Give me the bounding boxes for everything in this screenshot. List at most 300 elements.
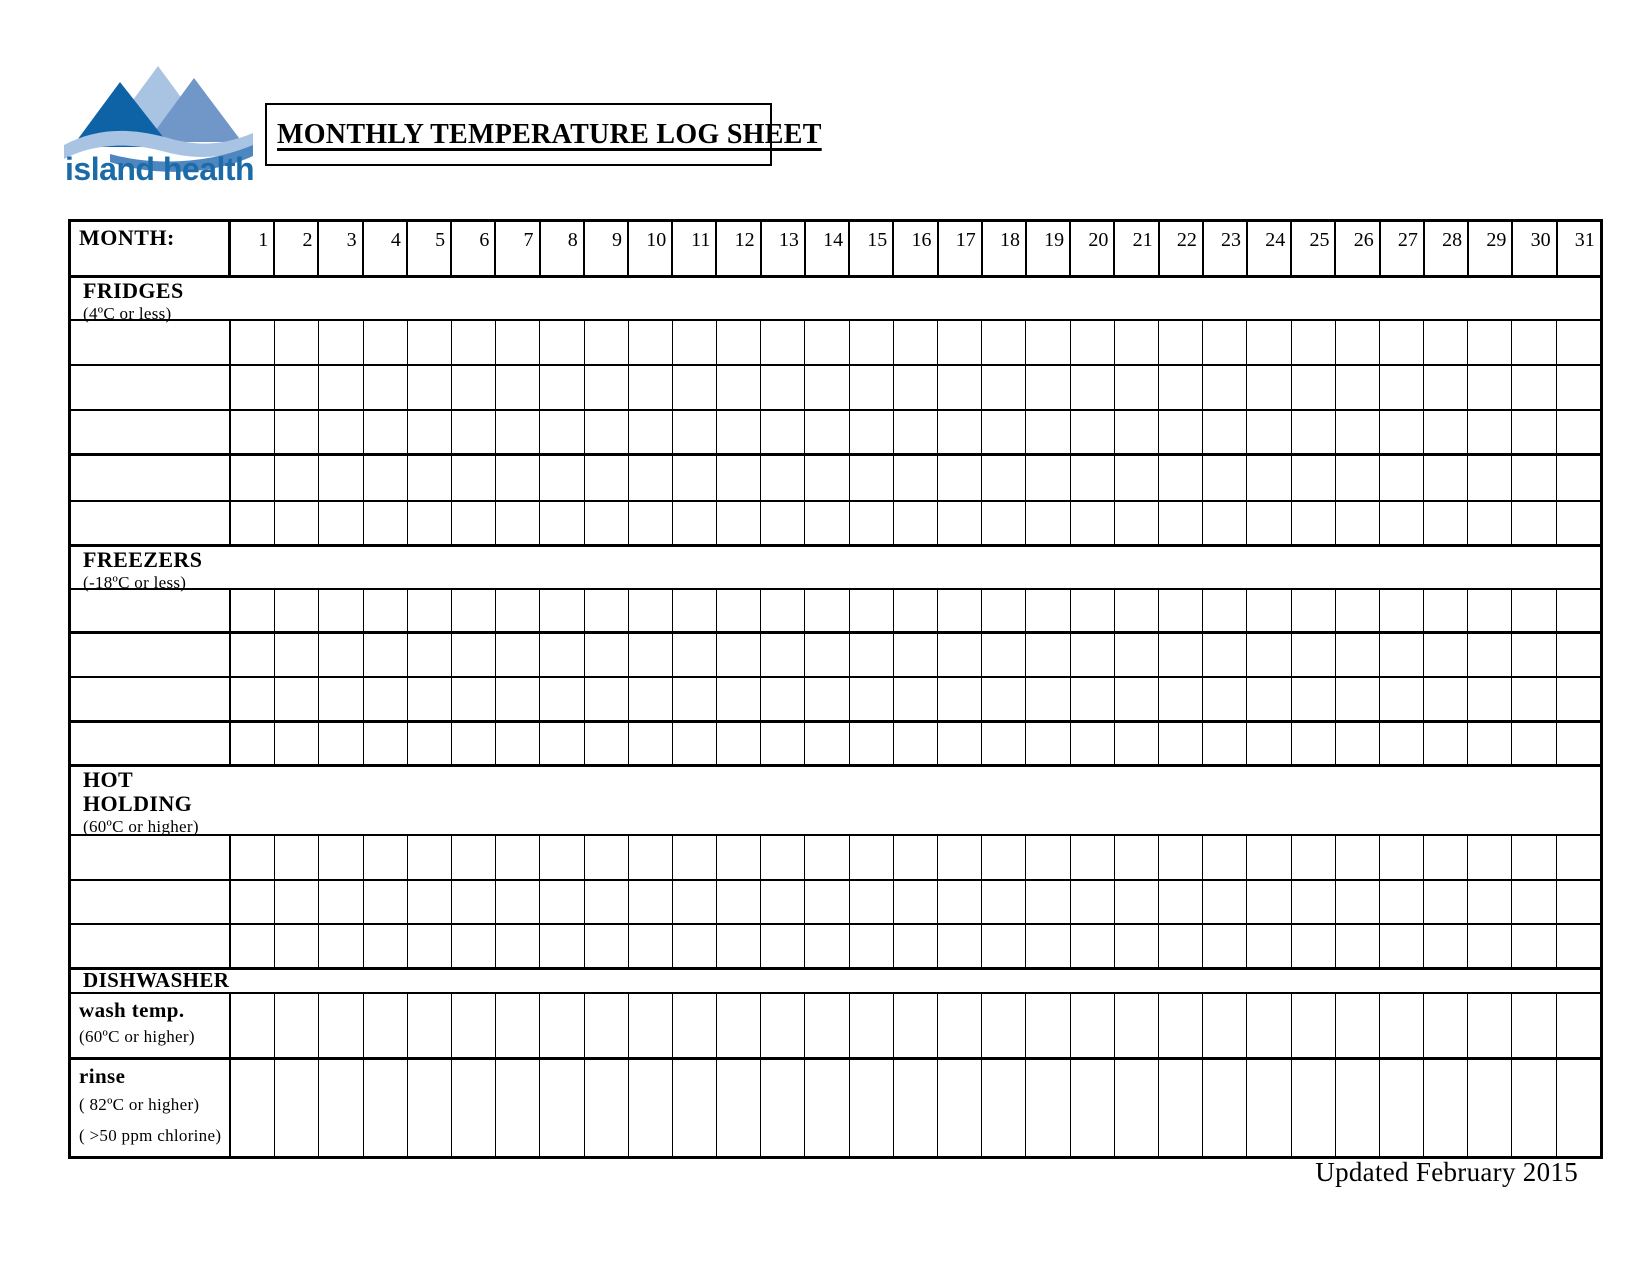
hot-holding-row3-day12-cell[interactable]: [716, 925, 760, 967]
dishwasher-row2-day3-cell[interactable]: [318, 1060, 362, 1156]
dishwasher-row2-day12-cell[interactable]: [716, 1060, 760, 1156]
hot-holding-row1-day16-cell[interactable]: [893, 836, 937, 879]
hot-holding-row3-day17-cell[interactable]: [937, 925, 981, 967]
hot-holding-row2-day16-cell[interactable]: [893, 881, 937, 923]
fridges-row1-day11-cell[interactable]: [672, 321, 716, 364]
fridges-row4-day7-cell[interactable]: [495, 456, 539, 500]
fridges-row4-day16-cell[interactable]: [893, 456, 937, 500]
freezers-row2-day10-cell[interactable]: [628, 634, 672, 676]
hot-holding-row2-day21-cell[interactable]: [1114, 881, 1158, 923]
hot-holding-row1-day22-cell[interactable]: [1158, 836, 1202, 879]
hot-holding-row2-day3-cell[interactable]: [318, 881, 362, 923]
dishwasher-row2-day4-cell[interactable]: [363, 1060, 407, 1156]
hot-holding-row3-day22-cell[interactable]: [1158, 925, 1202, 967]
freezers-row3-day2-cell[interactable]: [274, 678, 318, 720]
dishwasher-row2-day22-cell[interactable]: [1158, 1060, 1202, 1156]
dishwasher-row1-day29-cell[interactable]: [1467, 994, 1511, 1057]
hot-holding-row2-day2-cell[interactable]: [274, 881, 318, 923]
fridges-row1-day16-cell[interactable]: [893, 321, 937, 364]
fridges-row5-day8-cell[interactable]: [539, 502, 583, 544]
fridges-row3-day25-cell[interactable]: [1291, 411, 1335, 453]
dishwasher-row1-day25-cell[interactable]: [1291, 994, 1335, 1057]
freezers-row2-day15-cell[interactable]: [849, 634, 893, 676]
hot-holding-row2-day9-cell[interactable]: [584, 881, 628, 923]
hot-holding-row1-day20-cell[interactable]: [1070, 836, 1114, 879]
fridges-row1-day7-cell[interactable]: [495, 321, 539, 364]
fridges-row5-day2-cell[interactable]: [274, 502, 318, 544]
hot-holding-row1-day9-cell[interactable]: [584, 836, 628, 879]
freezers-row3-day23-cell[interactable]: [1202, 678, 1246, 720]
fridges-row2-day25-cell[interactable]: [1291, 366, 1335, 409]
hot-holding-row1-day17-cell[interactable]: [937, 836, 981, 879]
freezers-row4-day10-cell[interactable]: [628, 723, 672, 764]
freezers-row1-day19-cell[interactable]: [1025, 590, 1069, 631]
dishwasher-row1-day2-cell[interactable]: [274, 994, 318, 1057]
dishwasher-row2-day2-cell[interactable]: [274, 1060, 318, 1156]
fridges-row3-day4-cell[interactable]: [363, 411, 407, 453]
dishwasher-row2-day14-cell[interactable]: [804, 1060, 848, 1156]
fridges-row5-day19-cell[interactable]: [1025, 502, 1069, 544]
fridges-row1-day12-cell[interactable]: [716, 321, 760, 364]
hot-holding-row3-day7-cell[interactable]: [495, 925, 539, 967]
freezers-row2-day19-cell[interactable]: [1025, 634, 1069, 676]
dishwasher-row1-day8-cell[interactable]: [539, 994, 583, 1057]
fridges-row1-day21-cell[interactable]: [1114, 321, 1158, 364]
freezers-row3-day15-cell[interactable]: [849, 678, 893, 720]
fridges-row3-day7-cell[interactable]: [495, 411, 539, 453]
freezers-row1-day9-cell[interactable]: [584, 590, 628, 631]
dishwasher-row1-day6-cell[interactable]: [451, 994, 495, 1057]
fridges-row1-day17-cell[interactable]: [937, 321, 981, 364]
fridges-row4-day24-cell[interactable]: [1246, 456, 1290, 500]
fridges-row5-day17-cell[interactable]: [937, 502, 981, 544]
fridges-row2-day3-cell[interactable]: [318, 366, 362, 409]
freezers-row2-day11-cell[interactable]: [672, 634, 716, 676]
fridges-row5-day10-cell[interactable]: [628, 502, 672, 544]
dishwasher-row1-day12-cell[interactable]: [716, 994, 760, 1057]
fridges-row5-day21-cell[interactable]: [1114, 502, 1158, 544]
fridges-row3-day15-cell[interactable]: [849, 411, 893, 453]
fridges-row5-day4-cell[interactable]: [363, 502, 407, 544]
dishwasher-row1-day19-cell[interactable]: [1025, 994, 1069, 1057]
hot-holding-row3-day8-cell[interactable]: [539, 925, 583, 967]
fridges-row5-day6-cell[interactable]: [451, 502, 495, 544]
freezers-row2-day16-cell[interactable]: [893, 634, 937, 676]
freezers-row1-day3-cell[interactable]: [318, 590, 362, 631]
freezers-row1-day7-cell[interactable]: [495, 590, 539, 631]
dishwasher-row2-day31-cell[interactable]: [1556, 1060, 1600, 1156]
dishwasher-row2-day10-cell[interactable]: [628, 1060, 672, 1156]
freezers-row3-day4-cell[interactable]: [363, 678, 407, 720]
hot-holding-row3-day20-cell[interactable]: [1070, 925, 1114, 967]
freezers-row4-day5-cell[interactable]: [407, 723, 451, 764]
fridges-row1-day19-cell[interactable]: [1025, 321, 1069, 364]
fridges-row2-day27-cell[interactable]: [1379, 366, 1423, 409]
fridges-row5-day7-cell[interactable]: [495, 502, 539, 544]
freezers-row1-day12-cell[interactable]: [716, 590, 760, 631]
freezers-row2-day21-cell[interactable]: [1114, 634, 1158, 676]
fridges-row5-day14-cell[interactable]: [804, 502, 848, 544]
hot-holding-row3-day29-cell[interactable]: [1467, 925, 1511, 967]
dishwasher-row2-day27-cell[interactable]: [1379, 1060, 1423, 1156]
dishwasher-row2-day6-cell[interactable]: [451, 1060, 495, 1156]
dishwasher-row2-day8-cell[interactable]: [539, 1060, 583, 1156]
freezers-row1-day27-cell[interactable]: [1379, 590, 1423, 631]
fridges-row1-day10-cell[interactable]: [628, 321, 672, 364]
fridges-row3-day3-cell[interactable]: [318, 411, 362, 453]
hot-holding-row2-day7-cell[interactable]: [495, 881, 539, 923]
fridges-row3-day29-cell[interactable]: [1467, 411, 1511, 453]
hot-holding-row1-day5-cell[interactable]: [407, 836, 451, 879]
fridges-row2-day5-cell[interactable]: [407, 366, 451, 409]
freezers-row1-day21-cell[interactable]: [1114, 590, 1158, 631]
fridges-row3-day23-cell[interactable]: [1202, 411, 1246, 453]
freezers-row4-day6-cell[interactable]: [451, 723, 495, 764]
fridges-row1-day20-cell[interactable]: [1070, 321, 1114, 364]
fridges-row1-day13-cell[interactable]: [760, 321, 804, 364]
fridges-row4-day3-cell[interactable]: [318, 456, 362, 500]
freezers-row3-day18-cell[interactable]: [981, 678, 1025, 720]
fridges-row2-day28-cell[interactable]: [1423, 366, 1467, 409]
dishwasher-row2-day19-cell[interactable]: [1025, 1060, 1069, 1156]
freezers-row3-day6-cell[interactable]: [451, 678, 495, 720]
freezers-row3-day28-cell[interactable]: [1423, 678, 1467, 720]
fridges-row1-day15-cell[interactable]: [849, 321, 893, 364]
hot-holding-row3-day26-cell[interactable]: [1335, 925, 1379, 967]
fridges-row1-day29-cell[interactable]: [1467, 321, 1511, 364]
hot-holding-row1-day10-cell[interactable]: [628, 836, 672, 879]
fridges-row2-day7-cell[interactable]: [495, 366, 539, 409]
fridges-row5-day31-cell[interactable]: [1556, 502, 1600, 544]
fridges-row4-day9-cell[interactable]: [584, 456, 628, 500]
fridges-row1-day24-cell[interactable]: [1246, 321, 1290, 364]
fridges-row4-day11-cell[interactable]: [672, 456, 716, 500]
fridges-row3-day22-cell[interactable]: [1158, 411, 1202, 453]
freezers-row3-day10-cell[interactable]: [628, 678, 672, 720]
dishwasher-row1-day13-cell[interactable]: [760, 994, 804, 1057]
hot-holding-row3-day1-cell[interactable]: [231, 925, 274, 967]
fridges-row4-day27-cell[interactable]: [1379, 456, 1423, 500]
freezers-row4-day8-cell[interactable]: [539, 723, 583, 764]
fridges-row4-day8-cell[interactable]: [539, 456, 583, 500]
hot-holding-row2-day28-cell[interactable]: [1423, 881, 1467, 923]
freezers-row2-day3-cell[interactable]: [318, 634, 362, 676]
freezers-row1-day29-cell[interactable]: [1467, 590, 1511, 631]
fridges-row4-day10-cell[interactable]: [628, 456, 672, 500]
dishwasher-row2-day21-cell[interactable]: [1114, 1060, 1158, 1156]
dishwasher-row1-day28-cell[interactable]: [1423, 994, 1467, 1057]
freezers-row4-day30-cell[interactable]: [1511, 723, 1555, 764]
hot-holding-row1-day28-cell[interactable]: [1423, 836, 1467, 879]
freezers-row3-day7-cell[interactable]: [495, 678, 539, 720]
freezers-row2-day5-cell[interactable]: [407, 634, 451, 676]
fridges-row5-day12-cell[interactable]: [716, 502, 760, 544]
freezers-row2-day31-cell[interactable]: [1556, 634, 1600, 676]
hot-holding-row2-day12-cell[interactable]: [716, 881, 760, 923]
hot-holding-row1-day2-cell[interactable]: [274, 836, 318, 879]
hot-holding-row2-day13-cell[interactable]: [760, 881, 804, 923]
hot-holding-row2-day11-cell[interactable]: [672, 881, 716, 923]
fridges-row4-day5-cell[interactable]: [407, 456, 451, 500]
dishwasher-row1-day23-cell[interactable]: [1202, 994, 1246, 1057]
fridges-row4-day30-cell[interactable]: [1511, 456, 1555, 500]
dishwasher-row1-day16-cell[interactable]: [893, 994, 937, 1057]
fridges-row2-day26-cell[interactable]: [1335, 366, 1379, 409]
dishwasher-row2-day5-cell[interactable]: [407, 1060, 451, 1156]
fridges-row4-day15-cell[interactable]: [849, 456, 893, 500]
freezers-row1-day20-cell[interactable]: [1070, 590, 1114, 631]
fridges-row5-day25-cell[interactable]: [1291, 502, 1335, 544]
fridges-row4-day25-cell[interactable]: [1291, 456, 1335, 500]
freezers-row1-day14-cell[interactable]: [804, 590, 848, 631]
freezers-row1-day10-cell[interactable]: [628, 590, 672, 631]
freezers-row4-day20-cell[interactable]: [1070, 723, 1114, 764]
freezers-row4-day16-cell[interactable]: [893, 723, 937, 764]
freezers-row1-day8-cell[interactable]: [539, 590, 583, 631]
freezers-row4-day31-cell[interactable]: [1556, 723, 1600, 764]
fridges-row1-day4-cell[interactable]: [363, 321, 407, 364]
fridges-row4-day20-cell[interactable]: [1070, 456, 1114, 500]
dishwasher-row1-day10-cell[interactable]: [628, 994, 672, 1057]
fridges-row3-day28-cell[interactable]: [1423, 411, 1467, 453]
freezers-row1-day16-cell[interactable]: [893, 590, 937, 631]
fridges-row1-day18-cell[interactable]: [981, 321, 1025, 364]
hot-holding-row2-day19-cell[interactable]: [1025, 881, 1069, 923]
fridges-row2-day30-cell[interactable]: [1511, 366, 1555, 409]
fridges-row4-day28-cell[interactable]: [1423, 456, 1467, 500]
freezers-row3-day31-cell[interactable]: [1556, 678, 1600, 720]
freezers-row4-day4-cell[interactable]: [363, 723, 407, 764]
fridges-row4-day13-cell[interactable]: [760, 456, 804, 500]
freezers-row3-day29-cell[interactable]: [1467, 678, 1511, 720]
freezers-row4-day24-cell[interactable]: [1246, 723, 1290, 764]
hot-holding-row2-day20-cell[interactable]: [1070, 881, 1114, 923]
fridges-row5-day26-cell[interactable]: [1335, 502, 1379, 544]
fridges-row5-day11-cell[interactable]: [672, 502, 716, 544]
freezers-row2-day17-cell[interactable]: [937, 634, 981, 676]
freezers-row2-day18-cell[interactable]: [981, 634, 1025, 676]
freezers-row4-day27-cell[interactable]: [1379, 723, 1423, 764]
dishwasher-row2-day18-cell[interactable]: [981, 1060, 1025, 1156]
fridges-row5-day30-cell[interactable]: [1511, 502, 1555, 544]
freezers-row4-day28-cell[interactable]: [1423, 723, 1467, 764]
fridges-row1-day6-cell[interactable]: [451, 321, 495, 364]
dishwasher-row1-day4-cell[interactable]: [363, 994, 407, 1057]
fridges-row5-day1-cell[interactable]: [231, 502, 274, 544]
fridges-row1-day30-cell[interactable]: [1511, 321, 1555, 364]
dishwasher-row2-day26-cell[interactable]: [1335, 1060, 1379, 1156]
fridges-row5-day3-cell[interactable]: [318, 502, 362, 544]
freezers-row2-day12-cell[interactable]: [716, 634, 760, 676]
freezers-row3-day25-cell[interactable]: [1291, 678, 1335, 720]
freezers-row2-day26-cell[interactable]: [1335, 634, 1379, 676]
freezers-row4-day19-cell[interactable]: [1025, 723, 1069, 764]
fridges-row3-day11-cell[interactable]: [672, 411, 716, 453]
fridges-row4-day12-cell[interactable]: [716, 456, 760, 500]
fridges-row2-day16-cell[interactable]: [893, 366, 937, 409]
dishwasher-row1-day21-cell[interactable]: [1114, 994, 1158, 1057]
hot-holding-row1-day8-cell[interactable]: [539, 836, 583, 879]
hot-holding-row1-day26-cell[interactable]: [1335, 836, 1379, 879]
freezers-row2-day9-cell[interactable]: [584, 634, 628, 676]
hot-holding-row2-day5-cell[interactable]: [407, 881, 451, 923]
fridges-row5-day22-cell[interactable]: [1158, 502, 1202, 544]
fridges-row2-day11-cell[interactable]: [672, 366, 716, 409]
freezers-row3-day8-cell[interactable]: [539, 678, 583, 720]
freezers-row4-day21-cell[interactable]: [1114, 723, 1158, 764]
fridges-row2-day2-cell[interactable]: [274, 366, 318, 409]
freezers-row2-day25-cell[interactable]: [1291, 634, 1335, 676]
dishwasher-row1-day17-cell[interactable]: [937, 994, 981, 1057]
freezers-row4-day12-cell[interactable]: [716, 723, 760, 764]
fridges-row5-day13-cell[interactable]: [760, 502, 804, 544]
fridges-row4-day22-cell[interactable]: [1158, 456, 1202, 500]
hot-holding-row3-day21-cell[interactable]: [1114, 925, 1158, 967]
fridges-row3-day9-cell[interactable]: [584, 411, 628, 453]
freezers-row3-day27-cell[interactable]: [1379, 678, 1423, 720]
dishwasher-row1-day20-cell[interactable]: [1070, 994, 1114, 1057]
freezers-row1-day18-cell[interactable]: [981, 590, 1025, 631]
freezers-row4-day29-cell[interactable]: [1467, 723, 1511, 764]
freezers-row1-day15-cell[interactable]: [849, 590, 893, 631]
fridges-row3-day20-cell[interactable]: [1070, 411, 1114, 453]
hot-holding-row1-day7-cell[interactable]: [495, 836, 539, 879]
hot-holding-row3-day11-cell[interactable]: [672, 925, 716, 967]
hot-holding-row1-day31-cell[interactable]: [1556, 836, 1600, 879]
fridges-row2-day22-cell[interactable]: [1158, 366, 1202, 409]
freezers-row1-day30-cell[interactable]: [1511, 590, 1555, 631]
freezers-row1-day13-cell[interactable]: [760, 590, 804, 631]
fridges-row1-day23-cell[interactable]: [1202, 321, 1246, 364]
freezers-row1-day11-cell[interactable]: [672, 590, 716, 631]
hot-holding-row3-day18-cell[interactable]: [981, 925, 1025, 967]
fridges-row3-day6-cell[interactable]: [451, 411, 495, 453]
fridges-row3-day1-cell[interactable]: [231, 411, 274, 453]
freezers-row3-day11-cell[interactable]: [672, 678, 716, 720]
fridges-row4-day23-cell[interactable]: [1202, 456, 1246, 500]
hot-holding-row1-day19-cell[interactable]: [1025, 836, 1069, 879]
hot-holding-row3-day14-cell[interactable]: [804, 925, 848, 967]
fridges-row2-day6-cell[interactable]: [451, 366, 495, 409]
freezers-row2-day4-cell[interactable]: [363, 634, 407, 676]
fridges-row1-day22-cell[interactable]: [1158, 321, 1202, 364]
freezers-row2-day22-cell[interactable]: [1158, 634, 1202, 676]
fridges-row1-day8-cell[interactable]: [539, 321, 583, 364]
freezers-row4-day11-cell[interactable]: [672, 723, 716, 764]
fridges-row5-day18-cell[interactable]: [981, 502, 1025, 544]
hot-holding-row2-day8-cell[interactable]: [539, 881, 583, 923]
fridges-row3-day31-cell[interactable]: [1556, 411, 1600, 453]
hot-holding-row2-day1-cell[interactable]: [231, 881, 274, 923]
fridges-row1-day1-cell[interactable]: [231, 321, 274, 364]
dishwasher-row2-day16-cell[interactable]: [893, 1060, 937, 1156]
fridges-row2-day8-cell[interactable]: [539, 366, 583, 409]
dishwasher-row1-day5-cell[interactable]: [407, 994, 451, 1057]
fridges-row3-day12-cell[interactable]: [716, 411, 760, 453]
dishwasher-row1-day30-cell[interactable]: [1511, 994, 1555, 1057]
fridges-row3-day13-cell[interactable]: [760, 411, 804, 453]
dishwasher-row2-day7-cell[interactable]: [495, 1060, 539, 1156]
hot-holding-row3-day28-cell[interactable]: [1423, 925, 1467, 967]
freezers-row3-day17-cell[interactable]: [937, 678, 981, 720]
freezers-row4-day7-cell[interactable]: [495, 723, 539, 764]
dishwasher-row1-day9-cell[interactable]: [584, 994, 628, 1057]
fridges-row1-day26-cell[interactable]: [1335, 321, 1379, 364]
hot-holding-row1-day23-cell[interactable]: [1202, 836, 1246, 879]
fridges-row3-day26-cell[interactable]: [1335, 411, 1379, 453]
dishwasher-row2-day28-cell[interactable]: [1423, 1060, 1467, 1156]
freezers-row4-day3-cell[interactable]: [318, 723, 362, 764]
hot-holding-row3-day4-cell[interactable]: [363, 925, 407, 967]
hot-holding-row2-day14-cell[interactable]: [804, 881, 848, 923]
freezers-row3-day21-cell[interactable]: [1114, 678, 1158, 720]
hot-holding-row2-day10-cell[interactable]: [628, 881, 672, 923]
freezers-row1-day28-cell[interactable]: [1423, 590, 1467, 631]
freezers-row1-day2-cell[interactable]: [274, 590, 318, 631]
hot-holding-row2-day23-cell[interactable]: [1202, 881, 1246, 923]
freezers-row2-day1-cell[interactable]: [231, 634, 274, 676]
hot-holding-row3-day3-cell[interactable]: [318, 925, 362, 967]
fridges-row4-day26-cell[interactable]: [1335, 456, 1379, 500]
hot-holding-row3-day24-cell[interactable]: [1246, 925, 1290, 967]
fridges-row4-day17-cell[interactable]: [937, 456, 981, 500]
dishwasher-row2-day25-cell[interactable]: [1291, 1060, 1335, 1156]
hot-holding-row1-day13-cell[interactable]: [760, 836, 804, 879]
dishwasher-row1-day27-cell[interactable]: [1379, 994, 1423, 1057]
freezers-row4-day17-cell[interactable]: [937, 723, 981, 764]
fridges-row2-day12-cell[interactable]: [716, 366, 760, 409]
dishwasher-row1-day22-cell[interactable]: [1158, 994, 1202, 1057]
hot-holding-row2-day22-cell[interactable]: [1158, 881, 1202, 923]
fridges-row2-day13-cell[interactable]: [760, 366, 804, 409]
freezers-row3-day19-cell[interactable]: [1025, 678, 1069, 720]
dishwasher-row1-day14-cell[interactable]: [804, 994, 848, 1057]
fridges-row4-day6-cell[interactable]: [451, 456, 495, 500]
hot-holding-row1-day15-cell[interactable]: [849, 836, 893, 879]
dishwasher-row1-day11-cell[interactable]: [672, 994, 716, 1057]
freezers-row2-day8-cell[interactable]: [539, 634, 583, 676]
hot-holding-row1-day27-cell[interactable]: [1379, 836, 1423, 879]
hot-holding-row1-day6-cell[interactable]: [451, 836, 495, 879]
freezers-row2-day28-cell[interactable]: [1423, 634, 1467, 676]
fridges-row5-day15-cell[interactable]: [849, 502, 893, 544]
freezers-row3-day30-cell[interactable]: [1511, 678, 1555, 720]
freezers-row1-day17-cell[interactable]: [937, 590, 981, 631]
freezers-row1-day4-cell[interactable]: [363, 590, 407, 631]
fridges-row4-day19-cell[interactable]: [1025, 456, 1069, 500]
fridges-row1-day28-cell[interactable]: [1423, 321, 1467, 364]
fridges-row3-day8-cell[interactable]: [539, 411, 583, 453]
fridges-row4-day29-cell[interactable]: [1467, 456, 1511, 500]
hot-holding-row1-day11-cell[interactable]: [672, 836, 716, 879]
fridges-row3-day21-cell[interactable]: [1114, 411, 1158, 453]
dishwasher-row1-day26-cell[interactable]: [1335, 994, 1379, 1057]
fridges-row4-day4-cell[interactable]: [363, 456, 407, 500]
fridges-row2-day1-cell[interactable]: [231, 366, 274, 409]
fridges-row3-day17-cell[interactable]: [937, 411, 981, 453]
freezers-row3-day24-cell[interactable]: [1246, 678, 1290, 720]
fridges-row3-day24-cell[interactable]: [1246, 411, 1290, 453]
fridges-row3-day5-cell[interactable]: [407, 411, 451, 453]
freezers-row1-day25-cell[interactable]: [1291, 590, 1335, 631]
fridges-row4-day1-cell[interactable]: [231, 456, 274, 500]
freezers-row1-day1-cell[interactable]: [231, 590, 274, 631]
fridges-row3-day18-cell[interactable]: [981, 411, 1025, 453]
hot-holding-row1-day24-cell[interactable]: [1246, 836, 1290, 879]
hot-holding-row3-day15-cell[interactable]: [849, 925, 893, 967]
hot-holding-row2-day26-cell[interactable]: [1335, 881, 1379, 923]
fridges-row3-day19-cell[interactable]: [1025, 411, 1069, 453]
